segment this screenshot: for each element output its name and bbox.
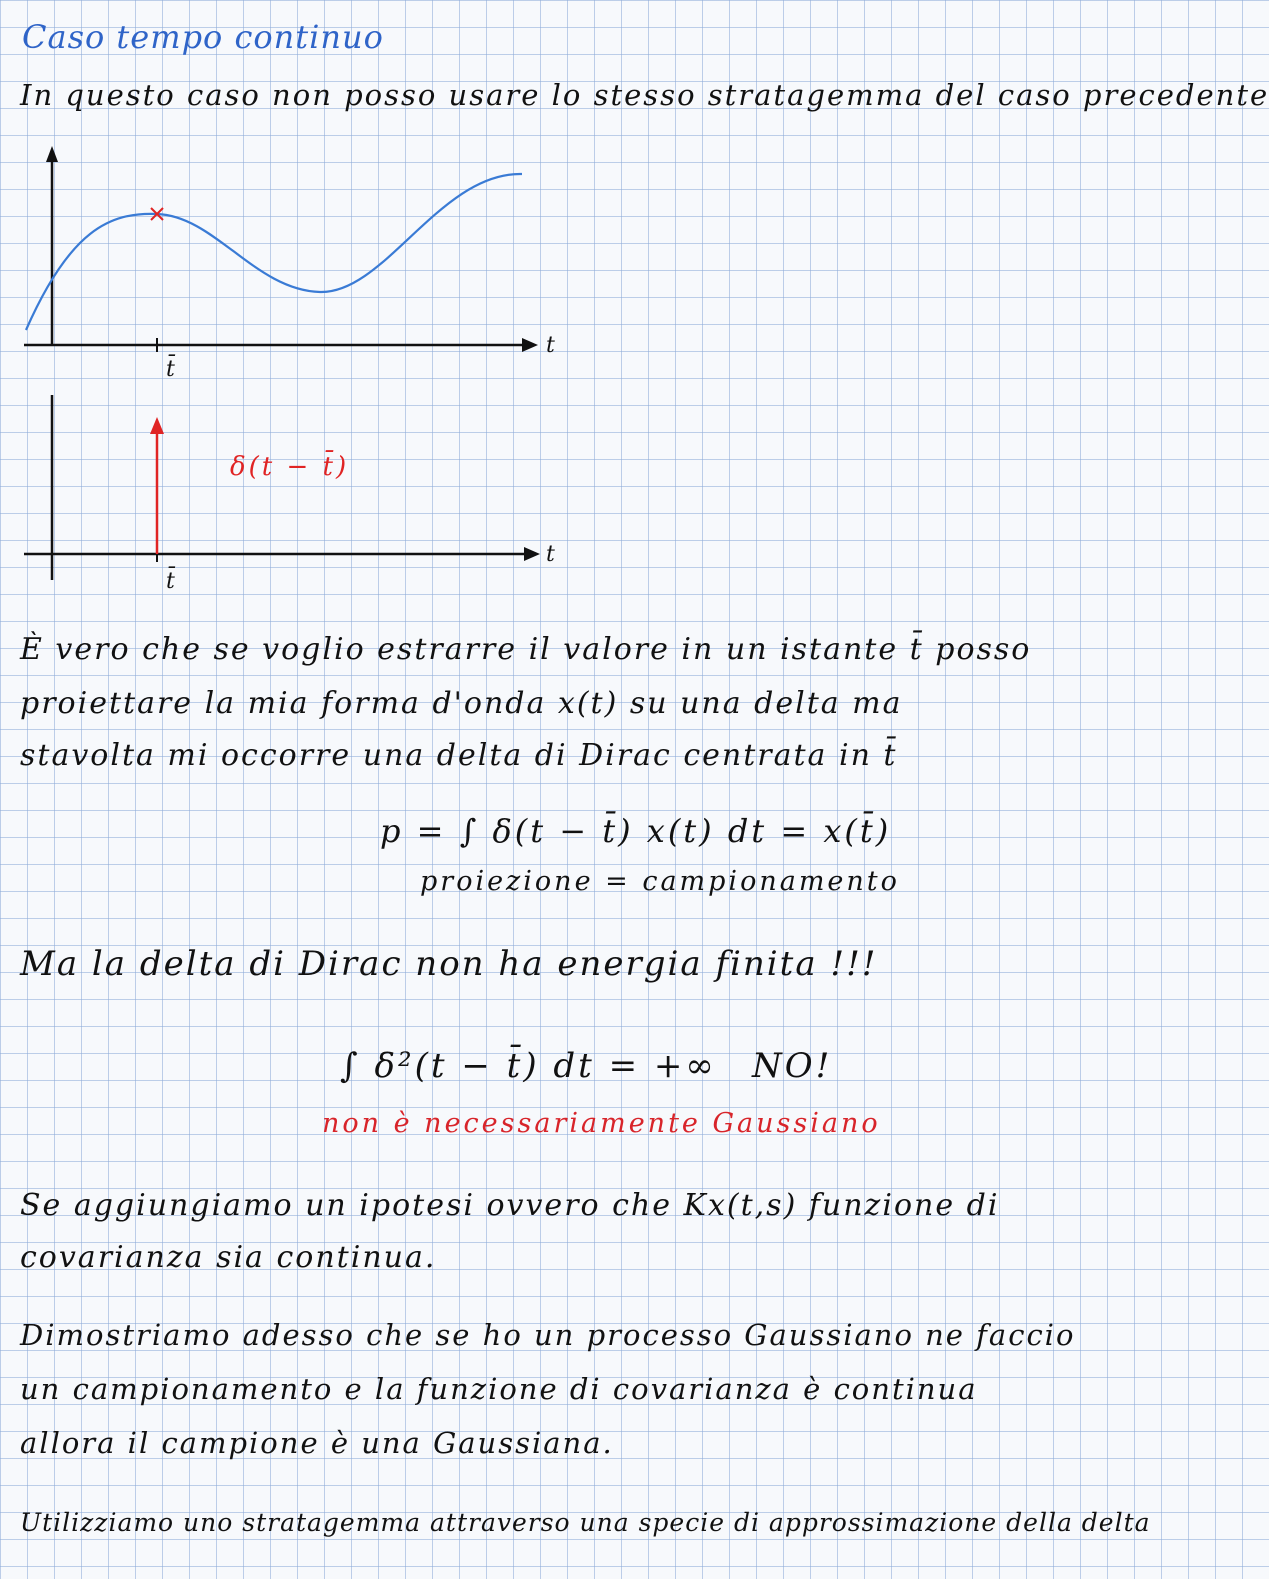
intro-line: In questo caso non posso usare lo stesso stratagemma del caso precedente	[20, 78, 1269, 112]
p3-line1: Se aggiungiamo un ipotesi ovvero che Kx(t,s) funzione di	[20, 1188, 1000, 1223]
red-note: non è necessariamente Gaussiano	[322, 1108, 881, 1139]
signal-figure	[0, 140, 580, 600]
signal-curve	[26, 174, 522, 330]
delta-label: δ(t − t̄)	[230, 452, 350, 482]
top-x-arrow-icon	[522, 338, 538, 352]
delta-arrow-icon	[150, 417, 164, 434]
bottom-tick-label: t̄	[166, 569, 175, 594]
projection-note: proiezione = campionamento	[420, 866, 900, 897]
p2-line: Ma la delta di Dirac non ha energia finita !!!	[20, 944, 878, 984]
top-y-arrow-icon	[46, 146, 58, 162]
projection-equation: p = ∫ δ(t − t̄) x(t) dt = x(t̄)	[380, 812, 892, 850]
page-title: Caso tempo continuo	[22, 18, 384, 56]
p1-line1: È vero che se voglio estrarre il valore in un istante t̄ posso	[20, 632, 1032, 667]
p1-line2: proiettare la mia forma d'onda x(t) su una delta ma	[20, 686, 903, 721]
energy-equation: ∫ δ²(t − t̄) dt = +∞	[340, 1046, 717, 1086]
top-tick-label: t̄	[166, 357, 175, 382]
p4-line1: Dimostriamo adesso che se ho un processo Gaussiano ne faccio	[20, 1318, 1076, 1352]
p1-line3: stavolta mi occorre una delta di Dirac centrata in t̄	[20, 738, 898, 773]
p3-line2: covarianza sia continua.	[20, 1240, 437, 1275]
p4-line2: un campionamento e la funzione di covarianza è continua	[20, 1372, 978, 1406]
p4-line3: allora il campione è una Gaussiana.	[20, 1426, 614, 1460]
bottom-x-arrow-icon	[524, 547, 540, 561]
energy-verdict: NO!	[752, 1046, 833, 1086]
top-axis-label: t	[546, 333, 555, 358]
p5-line: Utilizziamo uno stratagemma attraverso una specie di approssimazione della delta	[20, 1508, 1151, 1537]
bottom-axis-label: t	[546, 542, 555, 567]
